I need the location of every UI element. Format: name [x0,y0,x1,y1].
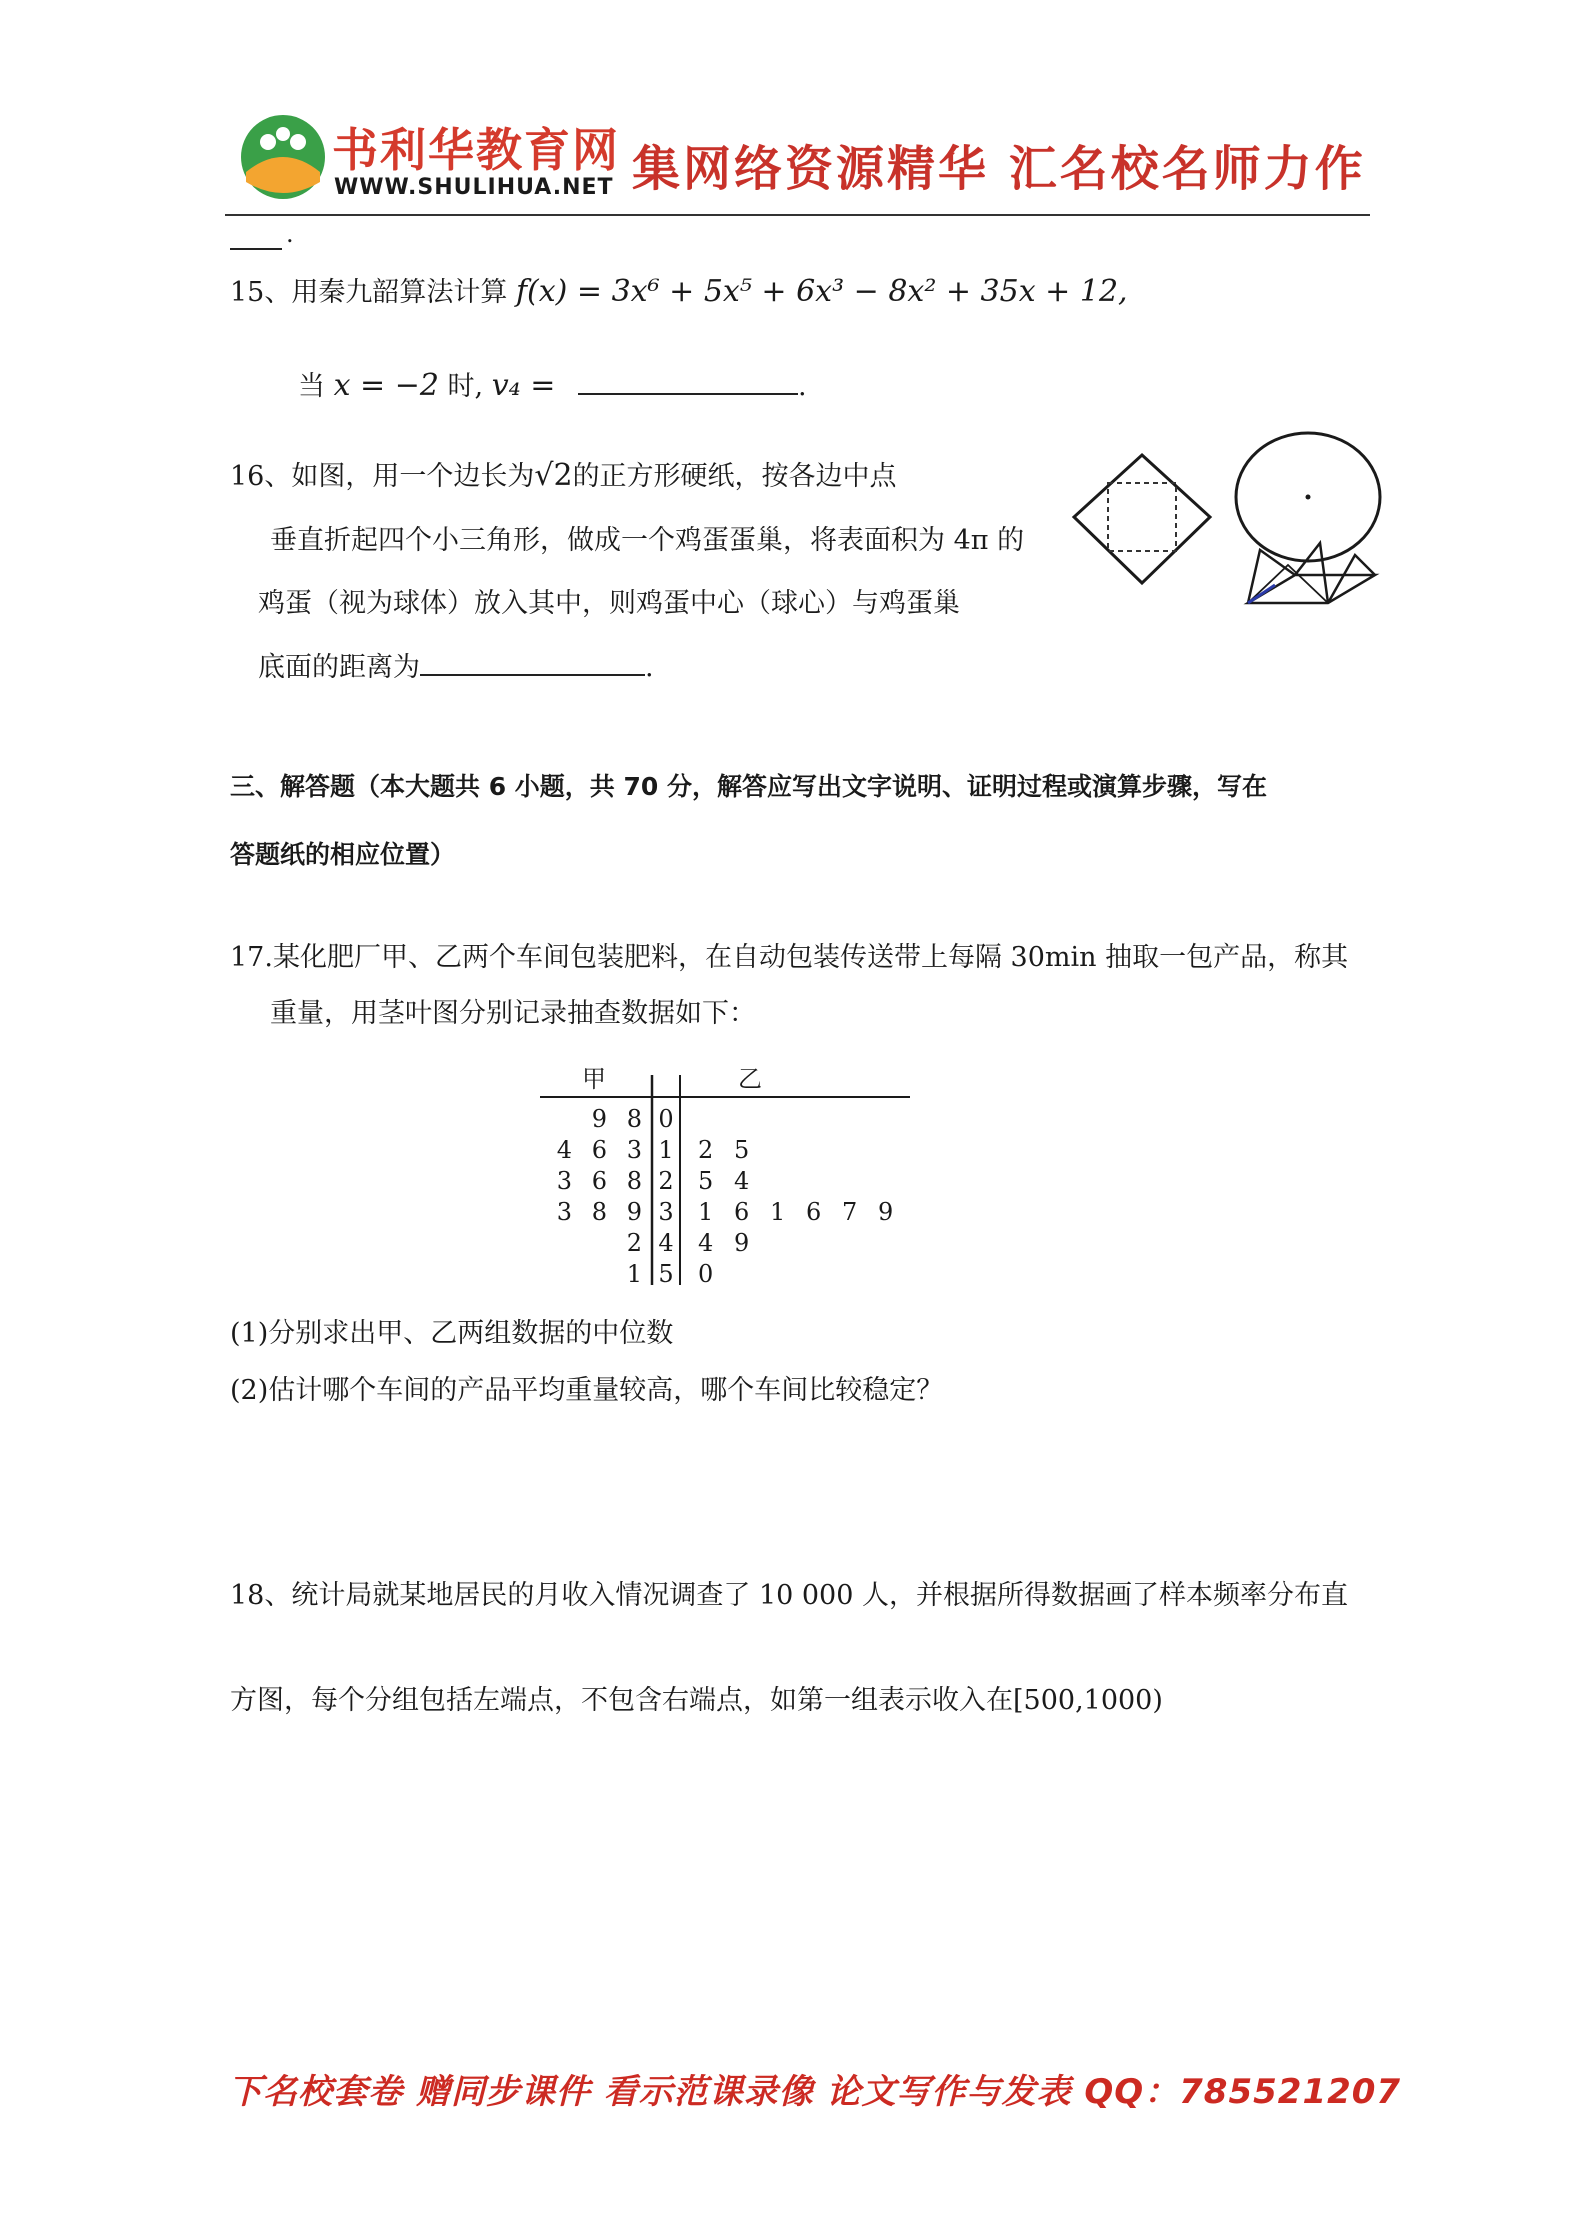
previous-answer-blank [230,220,282,250]
q15-formula: f(x) = 3x⁶ + 5x⁵ + 6x³ − 8x² + 35x + 12, [515,274,1128,309]
q15-x-value: x = −2 [333,368,439,403]
q16-text-c: 底面的距离为 [258,652,420,683]
stem-leaf-right-leaf: 5 [698,1167,714,1195]
stem-leaf-right-leaf: 4 [734,1167,750,1195]
q16-text-b: 的正方形硬纸，按各边中点 [572,461,897,492]
q15-statement [230,274,1128,310]
stem-leaf-right-leaf: 6 [806,1198,822,1226]
footer-banner: 下名校套卷 赠同步课件 看示范课录像 论文写作与发表 QQ：785521207 [228,2072,1402,2112]
stem-leaf-left-leaf: 1 [626,1260,642,1288]
stem-leaf-left-leaf: 2 [626,1229,642,1257]
q15-answer-blank[interactable] [578,393,798,395]
q16-line-4 [258,652,654,684]
stem-leaf-stem: 0 [658,1105,674,1133]
stem-leaf-left-leaf: 6 [591,1136,607,1164]
stem-leaf-left-leaf: 4 [556,1136,572,1164]
header-slogan: 集网络资源精华 汇名校名师力作 [632,141,1366,197]
stem-leaf-right-leaf: 1 [770,1198,786,1226]
stem-leaf-right-leaf: 9 [734,1229,750,1257]
nest-fold-2 [1295,543,1328,603]
stem-leaf-left-leaf: 3 [626,1136,642,1164]
stem-leaf-stem: 3 [658,1198,674,1226]
stem-leaf-right-leaf: 5 [734,1136,750,1164]
stem-leaf-right-leaf: 9 [878,1198,894,1226]
stem-leaf-right-leaf: 4 [698,1229,714,1257]
q18-line-2: 方图，每个分组包括左端点，不包含右端点，如第一组表示收入在[500,1000) [230,1685,1163,1716]
stem-leaf-left-leaf: 9 [626,1198,642,1226]
section3-title: 三、解答题（本大题共 6 小题，共 70 分，解答应写出文字说明、证明过程或演算步骤，写在 [230,772,1268,801]
stem-leaf-right-header: 乙 [738,1065,762,1093]
section3-title-cont: 答题纸的相应位置） [230,840,456,869]
q16-line-3: 鸡蛋（视为球体）放入其中，则鸡蛋中心（球心）与鸡蛋巢 [258,588,960,619]
q17-line-2: 重量，用茎叶图分别记录抽查数据如下： [270,998,756,1029]
stem-leaf-left-leaf: 6 [591,1167,607,1195]
previous-period: . [286,220,294,248]
q16-text-a: 16、如图，用一个边长为 [230,461,535,492]
stem-leaf-plot [540,1055,920,1295]
q15-prefix: 15、用秦九韶算法计算 [230,277,508,308]
stem-leaf-stem: 1 [658,1136,674,1164]
stem-leaf-right-leaf: 7 [842,1198,858,1226]
q15-condition [298,368,807,404]
header-divider [225,214,1370,216]
q17-line-1: 17.某化肥厂甲、乙两个车间包装肥料，在自动包装传送带上每隔 30min 抽取一包产品，称其 [230,942,1349,973]
stem-leaf-left-leaf: 9 [591,1105,607,1133]
stem-leaf-left-leaf: 3 [556,1198,572,1226]
q16-line-1 [230,458,897,494]
stem-leaf-left-leaf: 8 [626,1105,642,1133]
q16-period: . [645,652,654,683]
q15-time: 时, [447,371,484,402]
inner-dashed-square [1108,483,1176,551]
stem-leaf-stem: 4 [658,1229,674,1257]
stem-leaf-stem: 2 [658,1167,674,1195]
q18-line-1: 18、统计局就某地居民的月收入情况调查了 10 000 人，并根据所得数据画了样本频率分布直 [230,1580,1348,1611]
q15-v4: v₄ = [491,368,556,403]
q16-sqrt2: √2 [534,458,573,493]
stem-leaf-right-leaf: 0 [698,1260,714,1288]
q17-subquestion-1: (1)分别求出甲、乙两组数据的中位数 [230,1318,674,1349]
stem-leaf-left-header: 甲 [582,1065,606,1093]
outer-square [1074,455,1210,583]
stem-leaf-right-leaf: 6 [734,1198,750,1226]
stem-leaf-left-leaf: 8 [591,1198,607,1226]
stem-leaf-stem: 5 [658,1260,674,1288]
sphere-center [1306,495,1311,500]
stem-leaf-right-leaf: 2 [698,1136,714,1164]
egg-nest-figure [1070,425,1390,615]
logo-url: WWW.SHULIHUA.NET [334,175,614,200]
logo-icon [238,112,328,202]
q17-subquestion-2: (2)估计哪个车间的产品平均重量较高，哪个车间比较稳定？ [230,1375,944,1406]
q15-when: 当 [298,371,325,402]
q16-line-2: 垂直折起四个小三角形，做成一个鸡蛋蛋巢，将表面积为 4π 的 [270,525,1025,556]
stem-leaf-right-leaf: 1 [698,1198,714,1226]
stem-leaf-left-leaf: 8 [626,1167,642,1195]
logo-title: 书利华教育网 [332,123,620,177]
q15-period: . [797,371,807,402]
q16-answer-blank[interactable] [420,674,645,676]
stem-leaf-left-leaf: 3 [556,1167,572,1195]
